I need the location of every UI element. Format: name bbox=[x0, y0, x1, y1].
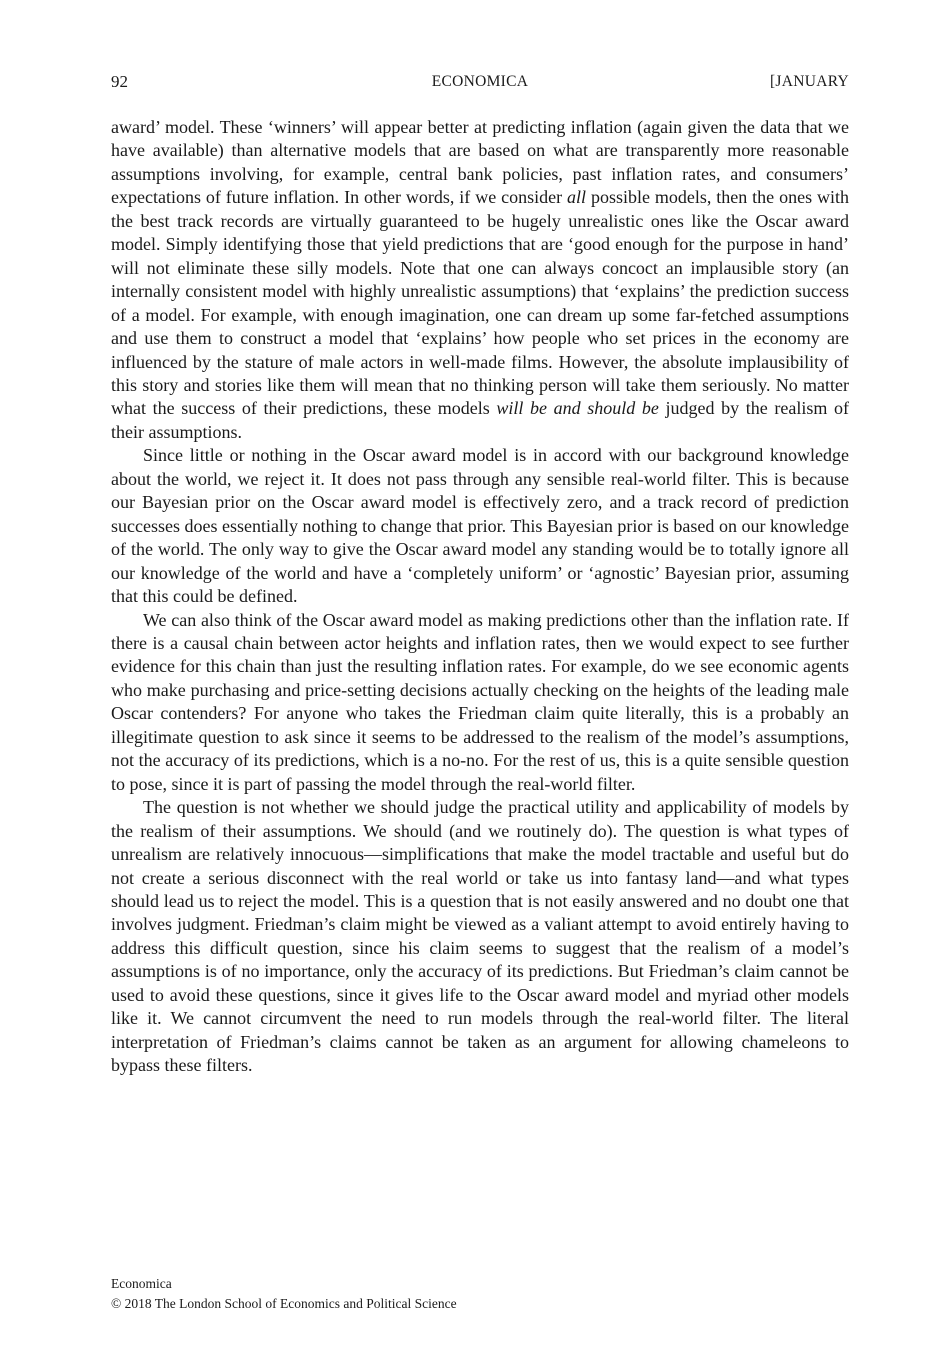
emphasis-all: all bbox=[567, 187, 587, 208]
emphasis-will-be: will be and should be bbox=[496, 398, 659, 419]
article-body bbox=[111, 116, 849, 1078]
footer-copyright: © 2018 The London School of Economics and Political Science bbox=[111, 1296, 457, 1311]
paragraph-1-text-c: judged by the realism of their assumptions. bbox=[111, 398, 849, 442]
paragraph-2: Since little or nothing in the Oscar award model is in accord with our background knowledge about the world, we reject it. It does not pass through any sensible real-world filter. This is because our Bayesian prior on the Oscar award model is effectively zero, and a track record of prediction successes does essentially nothing to change that prior. This Bayesian prior is based on our knowledge of the world. The only way to give the Oscar award model any standing would be to totally ignore all our knowledge of the world and have a ‘completely uniform’ or ‘agnostic’ Bayesian prior, assuming that this could be defined. bbox=[111, 445, 849, 607]
paragraph-4: The question is not whether we should judge the practical utility and applicability of models by the realism of their assumptions. We should (and we routinely do). The question is what types of unrealism are relatively innocuous—simplifications that make the model tractable and useful but do not create a serious disconnect with the real world or take us into fantasy land—and what types should lead us to reject the model. This is a question that is not easily answered and no doubt one that involves judgment. Friedman’s claim might be viewed as a valiant attempt to avoid entirely having to address this difficult question, since his claim seems to suggest that the realism of a model’s assumptions is of no importance, only the accuracy of its predictions. But Friedman’s claim cannot be used to avoid these questions, since it gives life to the Oscar award model and myriad other models like it. We cannot circumvent the need to run models through the real-world filter. The literal interpretation of Friedman’s claims cannot be taken as an argument for allowing chameleons to bypass these filters. bbox=[111, 797, 849, 1076]
page-number: 92 bbox=[111, 72, 128, 91]
running-header bbox=[111, 70, 849, 94]
issue-month: [JANUARY bbox=[769, 73, 849, 90]
paragraph-3: We can also think of the Oscar award model as making predictions other than the inflation rate. If there is a causal chain between actor heights and inflation rates, then we would expect to see further evidence for this chain than just the resulting inflation rates. For example, do we see economic agents who make purchasing and price-setting decisions actually checking on the heights of the leading male Oscar contenders? For anyone who takes the Friedman claim quite literally, this is a probably an illegitimate question to ask since it seems to be addressed to the realism of the model’s assumptions, not the accuracy of its predictions, which is a no-no. For the rest of us, this is a quite sensible question to pose, since it is part of passing the model through the real-world filter. bbox=[111, 609, 849, 794]
paragraph-1 bbox=[111, 116, 849, 444]
journal-title: ECONOMICA bbox=[431, 73, 529, 90]
page-footer bbox=[111, 1274, 849, 1314]
footer-journal: Economica bbox=[111, 1276, 172, 1291]
paragraph-1-text-b: possible models, then the ones with the best track records are virtually guaranteed to be hugely unrealistic ones like the Oscar award model. Simply identifying those that yield predictions that are ‘good enough for the purpose in hand’ will not eliminate these silly models. Note that one can always concoct an implausible story (an internally consistent model with highly unrealistic assumptions) that ‘explains’ the prediction success of a model. For example, with enough imagination, one can dream up some far-fetched assumptions and use them to construct a model that ‘explains’ how people who set prices in the economy are influenced by the stature of male actors in well-made films. However, the absolute implausibility of this story and stories like them will mean that no thinking person will take them seriously. No matter what the success of their predictions, these models bbox=[111, 187, 849, 419]
paragraph-1-text-a: award’ model. These ‘winners’ will appear better at predicting inflation (again given the data that we have available) than alternative models that are based on what are transparently more reasonable assumptions involving, for example, central bank policies, past inflation rates, and consumers’ expectations of future inflation. In other words, if we consider bbox=[111, 117, 849, 208]
